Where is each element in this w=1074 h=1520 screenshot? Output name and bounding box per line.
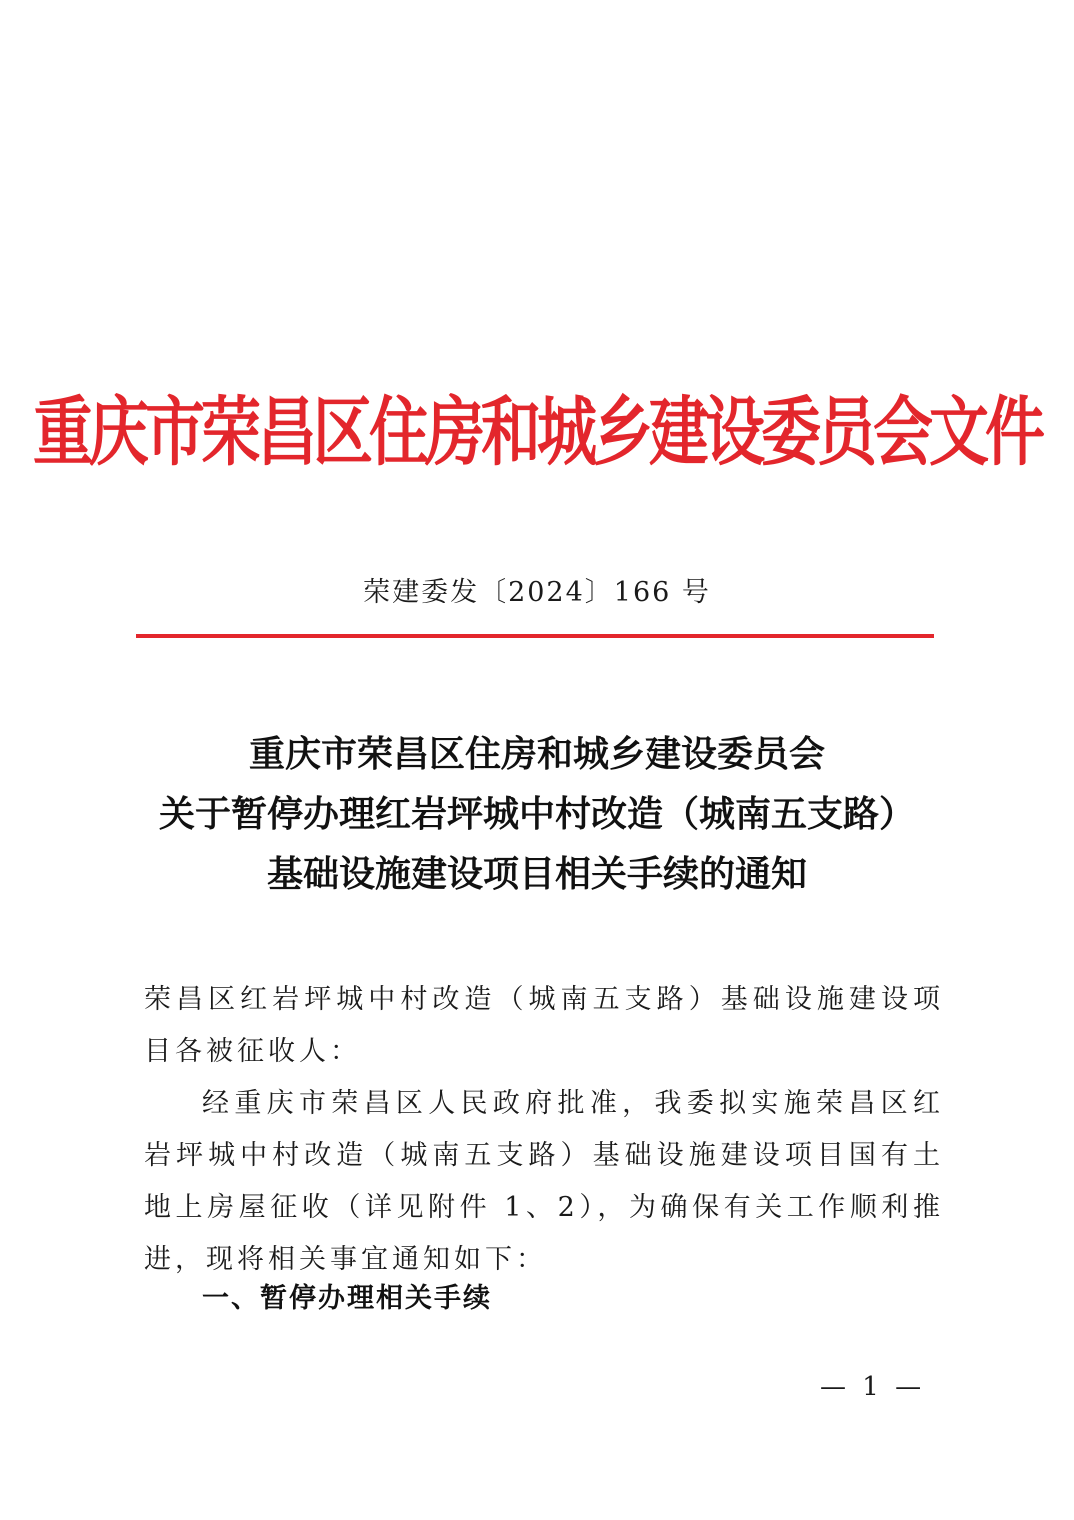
body-text bbox=[144, 974, 944, 1286]
document-number: 荣建委发〔2024〕166 号 bbox=[363, 577, 711, 608]
masthead-title: 重庆市荣昌区住房和城乡建设委员会文件 bbox=[33, 389, 1041, 477]
title-line-1: 重庆市荣昌区住房和城乡建设委员会 bbox=[248, 733, 825, 775]
addressee: 荣昌区红岩坪城中村改造（城南五支路）基础设施建设项目各被征收人： bbox=[144, 984, 944, 1067]
paragraph-1: 经重庆市荣昌区人民政府批准，我委拟实施荣昌区红岩坪城中村改造（城南五支路）基础设施建设项目国有土地上房屋征收（详见附件 1、2），为确保有关工作顺利推进，现将相关事宜通知如下： bbox=[144, 1088, 944, 1275]
notice-title bbox=[0, 724, 1074, 904]
title-line-3: 基础设施建设项目相关手续的通知 bbox=[266, 853, 807, 895]
section-heading-1: 一、暂停办理相关手续 bbox=[202, 1283, 492, 1314]
red-divider-line bbox=[136, 634, 934, 638]
page-number: — 1 — bbox=[820, 1372, 926, 1402]
title-line-2: 关于暂停办理红岩坪城中村改造（城南五支路） bbox=[158, 793, 915, 835]
